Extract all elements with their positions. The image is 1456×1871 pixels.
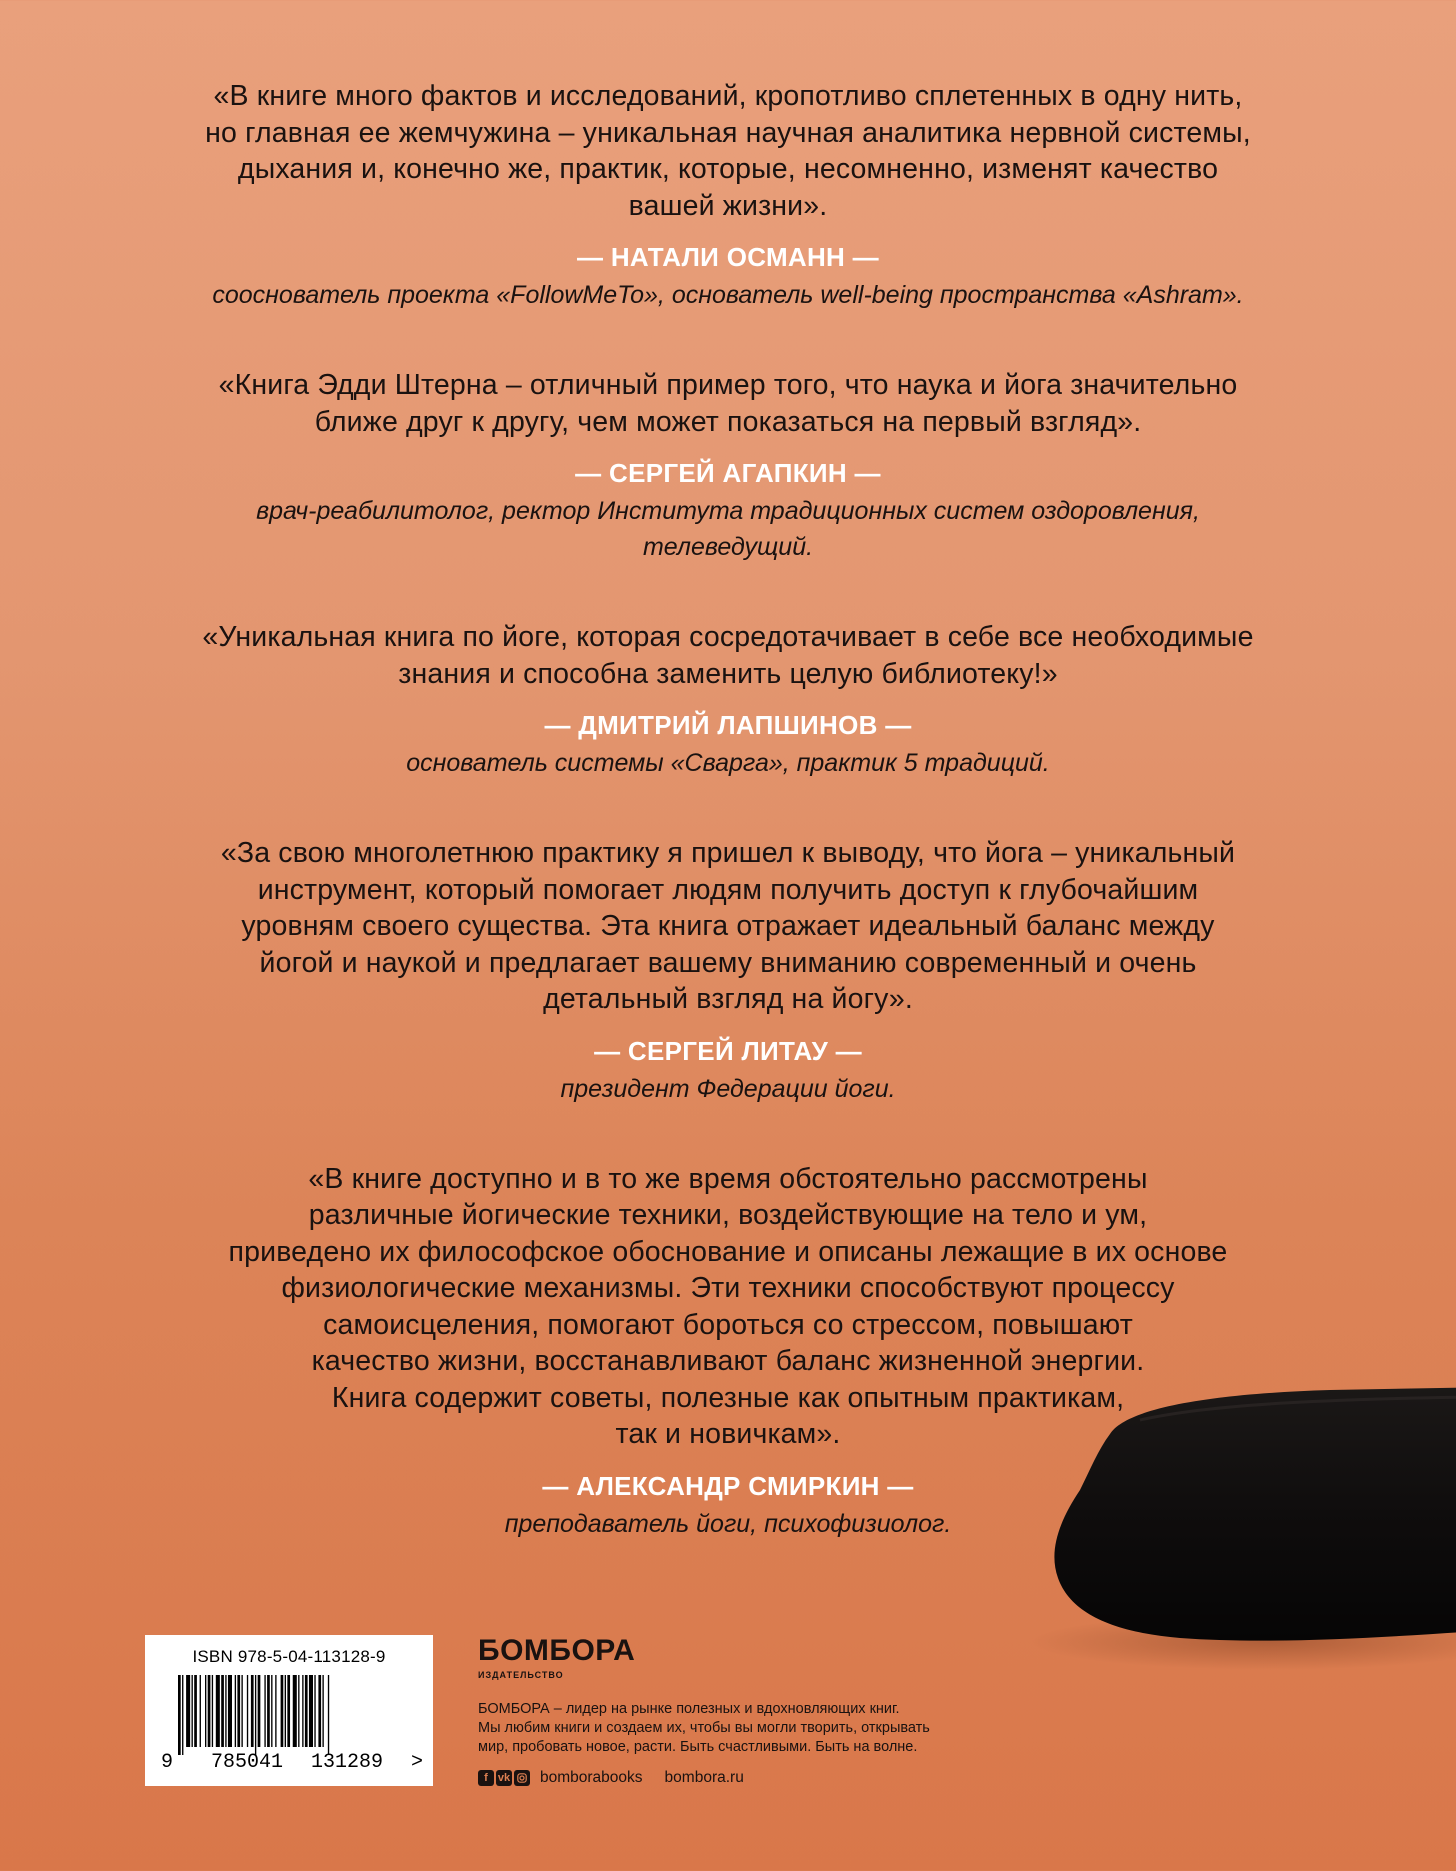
facebook-icon[interactable]: f [478, 1770, 494, 1786]
review-author: — СЕРГЕЙ АГАПКИН — [575, 458, 881, 488]
isbn-label: ISBN 978-5-04-113128-9 [192, 1647, 386, 1666]
review-quote-line: физиологические механизмы. Эти техники способствуют процессу [281, 1272, 1175, 1304]
review-quote [130, 619, 1326, 692]
publisher-description-line: БОМБОРА – лидер на рынке полезных и вдохновляющих книг. [478, 1701, 900, 1717]
barcode-bar [194, 1675, 197, 1747]
barcode-bar [228, 1675, 232, 1747]
barcode-bar [247, 1675, 248, 1747]
review-quote-line: инструмент, который помогает людям получить доступ к глубочайшим [257, 873, 1199, 906]
barcode-bar [212, 1675, 213, 1747]
review-block [130, 1161, 1326, 1542]
barcode-bar [275, 1675, 276, 1747]
review-quote-line: «Книга Эдди Штерна – отличный пример того, что наука и йога значительно [218, 369, 1238, 401]
barcode-bar [192, 1675, 193, 1747]
review-quote-line: йогой и наукой и предлагает вашему вниманию современный и очень [259, 946, 1197, 979]
review-block [130, 835, 1326, 1107]
barcode-bar [293, 1675, 297, 1747]
barcode-bar [258, 1675, 261, 1747]
review-author-role-line: сооснователь проекта «FollowMeTo», основатель well-being пространства «Ashram». [212, 281, 1244, 309]
publisher-description-line: Мы любим книги и создаем их, чтобы вы могли творить, открывать [478, 1720, 930, 1736]
barcode-digits [161, 1751, 423, 1774]
barcode-bar [302, 1675, 303, 1747]
review-block [130, 367, 1326, 565]
review-block [130, 78, 1326, 313]
barcode-bar [235, 1675, 236, 1747]
barcode-bar [281, 1675, 284, 1747]
barcode-bar [318, 1675, 321, 1747]
barcode-bar [255, 1675, 256, 1755]
barcode-digit-group: > [410, 1751, 423, 1774]
review-author-role [130, 493, 1326, 565]
review-author-role [130, 745, 1326, 781]
barcode-bar [322, 1675, 323, 1747]
barcode-bar [221, 1675, 224, 1747]
review-quote-line: самоисцеления, помогают бороться со стрессом, повышают [323, 1308, 1133, 1341]
review-author: — ДМИТРИЙ ЛАПШИНОВ — [544, 710, 912, 740]
barcode-bar [264, 1675, 265, 1747]
barcode-bar [182, 1675, 183, 1755]
publisher-description-line: мир, пробовать новое, расти. Быть счастливыми. Быть на волне. [478, 1739, 918, 1755]
review-quote-line: но главная ее жемчужина – уникальная научная аналитика нервной системы, [205, 116, 1251, 149]
barcode-bar [314, 1675, 315, 1747]
barcode-digit-group: 131289 [310, 1751, 383, 1774]
barcode-bar [251, 1675, 254, 1747]
review-author-role-line: телеведущий. [642, 533, 814, 561]
publisher-logo-subtitle: ИЗДАТЕЛЬСТВО [478, 1670, 564, 1680]
vk-icon[interactable]: vk [497, 1772, 511, 1784]
review-quote-line: знания и способна заменить целую библиотеку!» [398, 657, 1058, 690]
barcode-bar [271, 1675, 272, 1747]
review-quote-line: дыхания и, конечно же, практик, которые, несомненно, изменят качество [237, 153, 1219, 185]
review-quote-line: ближе друг к другу, чем может показаться на первый взгляд». [314, 405, 1142, 438]
review-quote-line: приведено их философское обоснование и описаны лежащие в их основе [228, 1235, 1228, 1268]
reviews-section [130, 78, 1326, 1596]
barcode-bar [309, 1675, 313, 1747]
barcode-bar [241, 1675, 242, 1747]
review-quote-line: вашей жизни». [628, 189, 828, 222]
review-author-role [130, 1506, 1326, 1542]
barcode-bar [186, 1675, 190, 1747]
publisher-description [478, 1700, 1038, 1757]
review-quote-line: различные йогические техники, воздействующие на тело и ум, [308, 1199, 1148, 1231]
barcode-bar [328, 1675, 329, 1755]
instagram-icon[interactable] [514, 1770, 530, 1786]
barcode-bar [225, 1675, 226, 1747]
review-quote-line: «Уникальная книга по йоге, которая сосредотачивает в себе все необходимые [202, 621, 1254, 653]
review-quote-line: «В книге доступно и в то же время обстоятельно рассмотрены [308, 1162, 1148, 1195]
review-quote [130, 1161, 1326, 1453]
barcode-bar [205, 1675, 206, 1747]
review-author: — СЕРГЕЙ ЛИТАУ — [594, 1035, 862, 1066]
barcode-bars [178, 1675, 404, 1755]
review-author-role [130, 1071, 1326, 1107]
barcode-bar [178, 1675, 181, 1755]
review-quote-line: Книга содержит советы, полезные как опытным практикам, [331, 1381, 1125, 1414]
barcode-bar [208, 1675, 211, 1747]
review-quote [130, 835, 1326, 1018]
review-quote-line: уровням своего существа. Эта книга отражает идеальный баланс между [241, 910, 1215, 942]
review-author-role-line: врач-реабилитолог, ректор Института традиционных систем оздоровления, [256, 497, 1200, 525]
review-block [130, 619, 1326, 781]
review-quote-line: качество жизни, восстанавливают баланс жизненной энергии. [311, 1345, 1145, 1377]
social-handle-link[interactable]: bomborabooks [540, 1769, 643, 1786]
barcode-bar [237, 1675, 240, 1747]
review-author-role-line: преподаватель йоги, психофизиолог. [504, 1509, 952, 1538]
barcode-bar [287, 1675, 290, 1747]
barcode-bar [200, 1675, 201, 1747]
barcode-bar [298, 1675, 299, 1747]
barcode-digit-group: 785041 [210, 1751, 283, 1774]
barcode-block [145, 1635, 433, 1786]
barcode-bar [305, 1675, 308, 1747]
review-quote [130, 78, 1326, 224]
publisher-block [478, 1636, 1038, 1787]
review-author-role-line: президент Федерации йоги. [560, 1074, 896, 1103]
review-quote-line: «В книге много фактов и исследований, кропотливо сплетенных в одну нить, [213, 80, 1243, 112]
barcode-bar [267, 1675, 270, 1747]
review-author-role-line: основатель системы «Сварга», практик 5 традиций. [406, 749, 1050, 777]
review-quote [130, 367, 1326, 440]
publisher-logo: БОМБОРА [478, 1634, 636, 1667]
review-author: — НАТАЛИ ОСМАНН — [577, 242, 879, 272]
barcode-bar [285, 1675, 286, 1747]
review-quote-line: «За свою многолетнюю практику я пришел к выводу, что йога – уникальный [220, 837, 1236, 869]
review-author-role [130, 277, 1326, 313]
barcode-bar [216, 1675, 220, 1747]
barcode-digit-group: 9 [161, 1751, 174, 1774]
review-quote-line: так и новичкам». [615, 1418, 841, 1450]
social-links [478, 1769, 1038, 1787]
review-quote-line: детальный взгляд на йогу». [543, 983, 913, 1015]
review-author: — АЛЕКСАНДР СМИРКИН — [542, 1470, 914, 1501]
website-link[interactable]: bombora.ru [664, 1769, 744, 1786]
